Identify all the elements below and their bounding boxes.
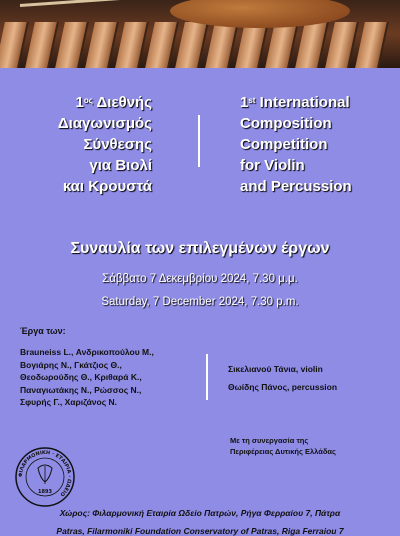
date-greek: Σάββατο 7 Δεκεμβρίου 2024, 7.30 μ.μ. xyxy=(102,273,298,285)
concert-title: Συναυλία των επιλεγμένων έργων xyxy=(70,240,330,257)
conservatory-seal-logo xyxy=(14,446,76,508)
performer-list xyxy=(228,360,337,396)
performer-percussion: Θωίδης Πάνος, percussion xyxy=(228,382,338,392)
title-english: 1st International Composition Competition for Violin and Percussion xyxy=(240,94,352,195)
performer-violin: Σικελιανού Τάνια, violin xyxy=(228,364,323,374)
works-label: Έργα των: xyxy=(20,326,66,336)
composer-list xyxy=(20,346,154,409)
list-item: Βογιάρης Ν., Γκάτζιος Θ., xyxy=(20,359,122,370)
list-item: Θεοδωρούδης Θ., Κριθαρά Κ., xyxy=(20,372,142,382)
list-item: Σφυρής Γ., Χαριζάνος Ν. xyxy=(20,397,117,407)
list-item: Brauneiss L., Ανδρικοπούλου Μ., xyxy=(20,347,154,357)
venue-greek: Χώρος: Φιλαρμονική Εταιρία Ωδείο Πατρών, Ρήγα Φερραίου 7, Πάτρα xyxy=(59,508,341,518)
list-item: Παναγιωτάκης Ν., Ρώσσος Ν., xyxy=(20,384,142,395)
title-greek: $1^{o\varsigma}$ Διεθνής Διαγωνισμός Σύνθεσης για Βιολί και Κρουστά xyxy=(57,94,152,195)
svg-text:1893: 1893 xyxy=(38,489,52,495)
collaboration-note: Με τη συνεργασία της Περιφέρειας Δυτικής Ελλάδας xyxy=(230,436,336,456)
venue-english: Patras, Filarmoniki Foundation Conservatory of Patras, Riga Ferraiou 7 xyxy=(56,526,344,536)
svg-text:ΦΙΛΑΡΜΟΝΙΚΗ · ΕΤΑΙΡΙΑ · ΩΔΕΙΟ: ΦΙΛΑΡΜΟΝΙΚΗ · ΕΤΑΙΡΙΑ · ΩΔΕΙΟ xyxy=(17,449,73,498)
title-divider xyxy=(198,115,200,167)
date-english: Saturday, 7 December 2024, 7.30 p.m. xyxy=(101,296,299,308)
performers-divider xyxy=(206,354,208,400)
header-photo xyxy=(0,0,400,68)
